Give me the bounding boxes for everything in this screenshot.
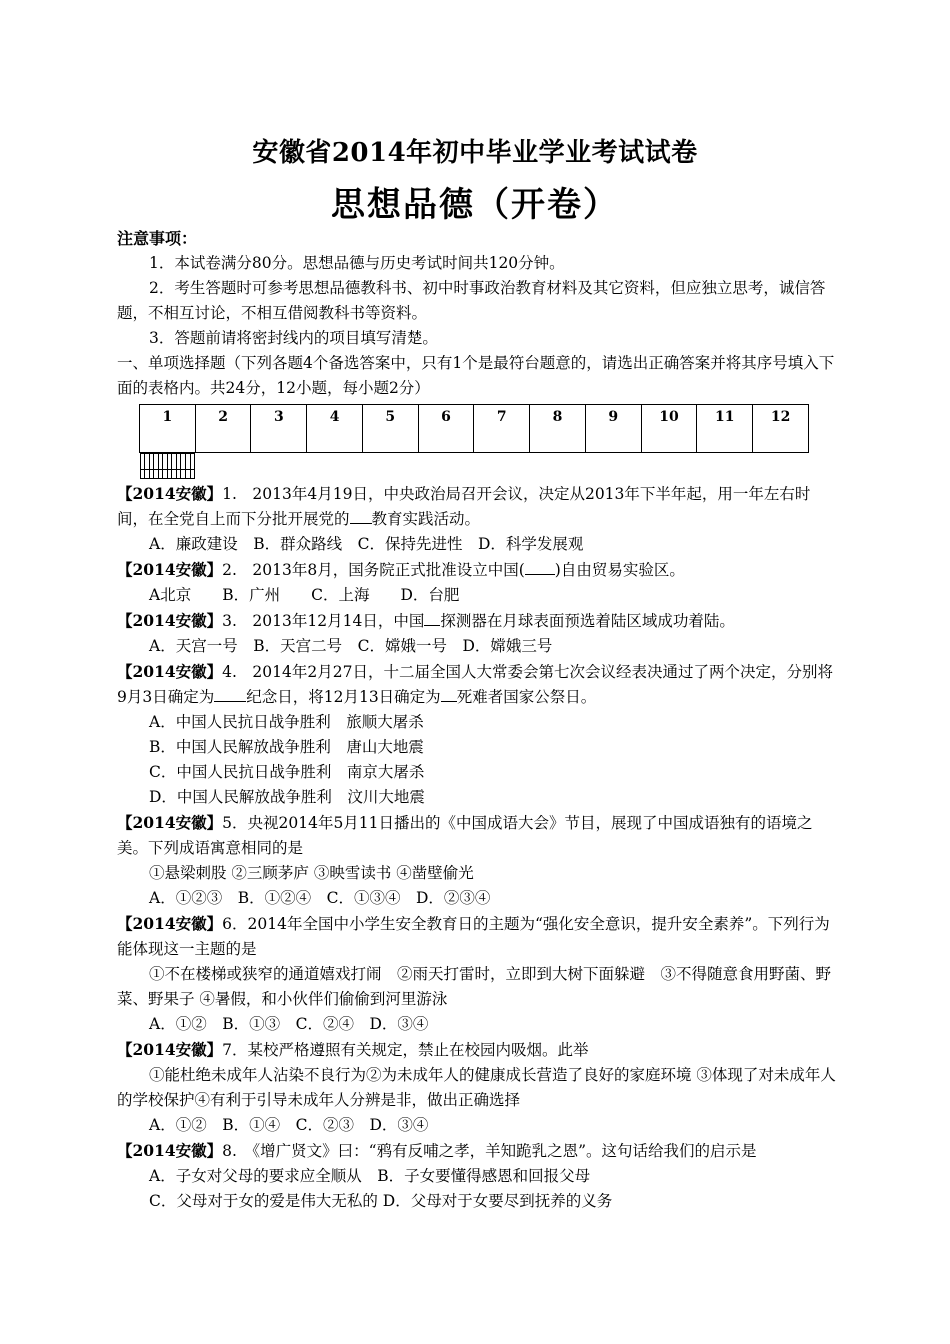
- question-source: 【2014安徽】: [117, 611, 223, 630]
- section1-instruction: 一、单项选择题（下列各题4个备选答案中，只有1个是最符台题意的，请选出正确答案并将其序号填入下面的表格内。共24分，12小题，每小题2分）: [117, 354, 835, 397]
- question-stem: 2. 2013年8月，国务院正式批准设立中国(: [222, 561, 525, 579]
- answer-table-answer-row: [140, 453, 196, 470]
- exam-title: 安徽省2014年初中毕业学业考试试卷: [252, 138, 698, 168]
- question-stem: 6．2014年全国中小学生安全教育日的主题为“强化安全意识，提升安全素养”。下列行为能体现这一主题的是: [117, 915, 830, 958]
- question-source: 【2014安徽】: [117, 1040, 223, 1059]
- question-stem: 8. 《增广贤文》曰：“鸦有反哺之孝，羊知跪乳之恩”。这句话给我们的启示是: [222, 1142, 757, 1160]
- question-source: 【2014安徽】: [117, 813, 223, 832]
- question-option: C．中国人民抗日战争胜利 南京大屠杀: [149, 763, 425, 781]
- answer-table-header: 1: [140, 405, 196, 453]
- answer-table-header-row: [140, 405, 809, 453]
- question-4: [117, 659, 839, 710]
- question-1: [117, 481, 839, 532]
- question-stem-mid: 纪念日，将12月13日确定为: [246, 688, 441, 706]
- question-option: B．中国人民解放战争胜利 唐山大地震: [149, 738, 424, 756]
- fill-blank: [214, 685, 246, 702]
- question-3: [117, 608, 839, 634]
- answer-table-header: 9: [585, 405, 641, 453]
- answer-table: [139, 404, 809, 478]
- notes-heading: 注意事项：: [117, 229, 198, 248]
- answer-table-header: 5: [362, 405, 418, 453]
- answer-table-header: 2: [195, 405, 251, 453]
- answer-table-header: 7: [474, 405, 530, 453]
- fill-blank: [441, 685, 457, 702]
- question-items: ①悬梁刺股 ②三顾茅庐 ③映雪读书 ④凿壁偷光: [149, 864, 474, 882]
- question-items: ①能杜绝未成年人沾染不良行为②为未成年人的健康成长营造了良好的家庭环境 ③体现了对未成年人的学校保护④有利于引导未成年人分辨是非，做出正确选择: [117, 1066, 836, 1109]
- question-stem: 3. 2013年12月14日，中国: [222, 612, 425, 630]
- question-8: [117, 1138, 839, 1164]
- question-options: A北京 B．广州 C．上海 D．台肥: [149, 586, 460, 604]
- question-stem-tail: 教育实践活动。: [371, 510, 481, 528]
- question-options: A．天宫一号 B．天宫二号 C．嫦娥一号 D．嫦娥三号: [149, 637, 553, 655]
- question-items: ①不在楼梯或狭窄的通道嬉戏打闹 ②雨天打雷时，立即到大树下面躲避 ③不得随意食用野菌、野菜、野果子 ④暑假，和小伙伴们偷偷到河里游泳: [117, 965, 832, 1008]
- question-stem-tail: 探测器在月球表面预选着陆区域成功着陆。: [440, 612, 735, 630]
- question-stem: 5．央视2014年5月11日播出的《中国成语大会》节目，展现了中国成语独有的语境之美。下列成语寓意相同的是: [117, 814, 813, 857]
- question-options: A．廉政建设 B．群众路线 C．保持先进性 D．科学发展观: [149, 535, 584, 553]
- fill-blank: [424, 609, 440, 626]
- question-stem: 4. 2014年2月27日，十二届全国人大常委会第七次会议经表决通过了两个决定，分别将9月3日确定为: [117, 663, 833, 706]
- answer-table-header: 3: [251, 405, 307, 453]
- question-stem: 7．某校严格遵照有关规定，禁止在校园内吸烟。此举: [222, 1041, 589, 1059]
- exam-subtitle: 思想品德（开卷）: [331, 185, 619, 225]
- question-2: [117, 557, 839, 583]
- question-source: 【2014安徽】: [117, 662, 223, 681]
- answer-table-header: 11: [697, 405, 753, 453]
- question-source: 【2014安徽】: [117, 1141, 223, 1160]
- question-6: [117, 911, 839, 962]
- fill-blank: [350, 507, 372, 524]
- question-options: A．①② B．①③ C．②④ D．③④: [149, 1015, 429, 1033]
- note-item: 3．答题前请将密封线内的项目填写清楚。: [149, 329, 438, 347]
- fill-blank: [525, 558, 555, 575]
- question-source: 【2014安徽】: [117, 484, 223, 503]
- answer-table-header: 8: [530, 405, 586, 453]
- question-stem-tail: 死难者国家公祭日。: [456, 688, 597, 706]
- question-source: 【2014安徽】: [117, 560, 223, 579]
- answer-table-header: 4: [307, 405, 363, 453]
- answer-table-header: 12: [753, 405, 809, 453]
- question-5: [117, 810, 839, 861]
- exam-content: [117, 226, 839, 1214]
- question-options: A．①② B．①④ C．②③ D．③④: [149, 1116, 429, 1134]
- question-option: A．中国人民抗日战争胜利 旅顺大屠杀: [149, 713, 424, 731]
- answer-table-header: 6: [418, 405, 474, 453]
- question-7: [117, 1037, 839, 1063]
- note-item: 2．考生答题时可参考思想品德教科书、初中时事政治教育材料及其它资料，但应独立思考，诚信答题，不相互讨论，不相互借阅教科书等资料。: [117, 279, 826, 322]
- question-options: A．①②③ B．①②④ C．①③④ D．②③④: [149, 889, 491, 907]
- question-stem-tail: )自由贸易实验区。: [554, 561, 685, 579]
- note-item: 1．本试卷满分80分。思想品德与历史考试时间共120分钟。: [149, 254, 565, 272]
- question-option: C．父母对于女的爱是伟大无私的 D．父母对于女要尽到抚养的义务: [149, 1192, 613, 1210]
- answer-cell[interactable]: [190, 454, 195, 479]
- question-stem: 1. 2013年4月19日，中央政治局召开会议，决定从2013年下半年起，用一年左右时间，在全党自上而下分批开展党的: [117, 485, 811, 528]
- question-source: 【2014安徽】: [117, 914, 223, 933]
- answer-table-header: 10: [641, 405, 697, 453]
- question-option: A．子女对父母的要求应全顺从 B．子女要懂得感恩和回报父母: [149, 1167, 591, 1185]
- question-option: D．中国人民解放战争胜利 汶川大地震: [149, 788, 425, 806]
